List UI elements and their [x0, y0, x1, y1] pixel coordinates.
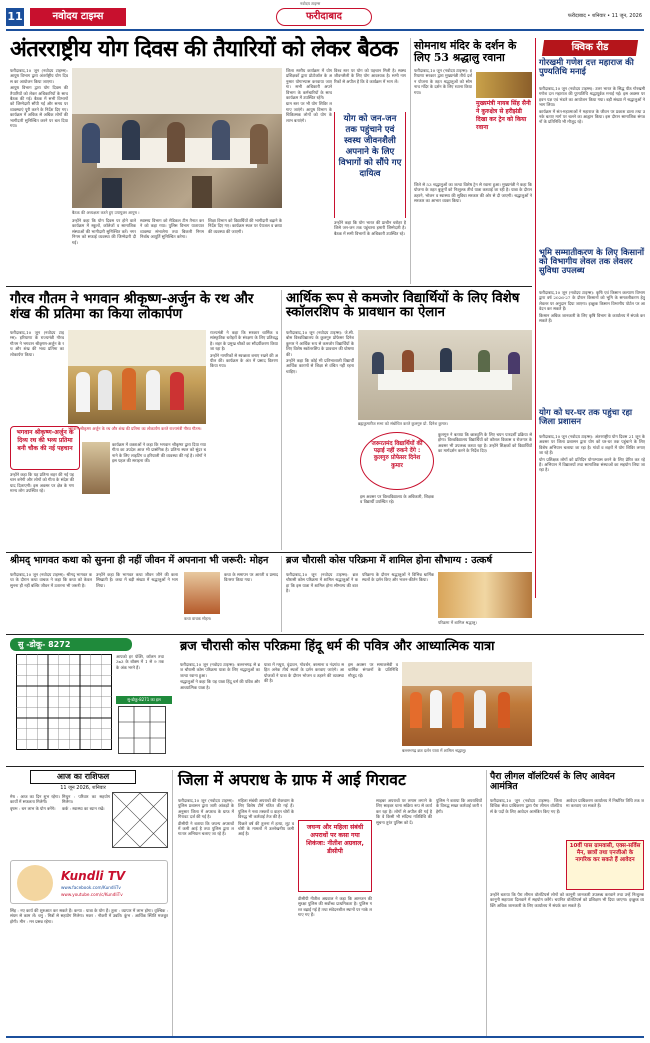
- gaurav-photo: [68, 330, 206, 424]
- sudoku-title-bar: [10, 638, 132, 651]
- lead-photo: [72, 68, 282, 208]
- gaurav-callout-text: भगवान श्रीकृष्ण-अर्जुन के दिव्य रथ की भव्य प्रतिमा बनी चौक की नई पहचान: [16, 429, 74, 452]
- braj2-photo: [402, 662, 532, 746]
- gaurav-body-d: राज्यमंत्री ने कहा कि सरकार धार्मिक व सांस्कृतिक धरोहरों के संरक्षण के लिए प्रतिबद्ध है। शहर के प्रमुख चौकों का सौंदर्यीकरण किया जा रहा है। उन्होंने नागरिकों से स्वच्छता बनाए रखने की अपील की। कार्यक्रम के अंत में प्रसाद वितरण किया गया।: [210, 330, 278, 369]
- braj1-body-a: फरीदाबाद,10 जून (नवोदय टाइम्स): ब्रज चौरासी कोस परिक्रमा में शामिल श्रद्धालुओं ने कहा कि इस यात्रा में शामिल होना सौभाग्य की बात है।: [286, 572, 358, 594]
- gaurav-body-c: कार्यक्रम में वक्ताओं ने कहा कि भगवान श्रीकृष्ण द्वारा दिया गया गीता का उपदेश आज भी प्रासंगिक है। प्रतिमा स्थल को सुंदर बनाने के लिए लाइटिंग व हरियाली की व्यवस्था की गई है। लोगों ने इस पहल की सराहना की।: [112, 442, 206, 464]
- scholarship-photo: [358, 330, 532, 420]
- rashifal-signs-col1: मेष : आज का दिन शुभ रहेगा। कार्यों में सफलता मिलेगी। वृषभ : धन लाभ के योग बनेंगे।: [10, 794, 60, 811]
- somnath-headline: सोमनाथ मंदिर के दर्शन के लिए 53 श्रद्धालु रवाना: [414, 39, 517, 64]
- rashifal-kundli-chart: [112, 792, 168, 848]
- scholarship-body-a: फरीदाबाद,10 जून (नवोदय टाइम्स): जे.सी. बोस विश्वविद्यालय के कुलगुरु प्रोफेसर दिनेश कुमार ने आर्थिक रूप से कमजोर विद्यार्थियों के लिए विशेष स्कॉलरशिप के प्रावधान की घोषणा की। उन्होंने कहा कि कोई भी प्रतिभाशाली विद्यार्थी आर्थिक कारणों से शिक्षा से वंचित नहीं रहना चाहिए।: [286, 330, 354, 374]
- quick-read-item1-head: गोरखमी गणेश दत्त महाराज की पुण्यतिथि मनाई: [539, 57, 634, 77]
- bhagwat-body-b: उन्होंने कहा कि भागवत कथा जीवन जीने की कला सिखाती है। कथा में बड़ी संख्या में श्रद्धालुओं ने भाग लिया।: [96, 572, 178, 588]
- pass-body-b: आवेदन प्राधिकरण कार्यालय में निर्धारित तिथि तक जमा करवाए जा सकते हैं।: [566, 798, 644, 809]
- section-name: फरीदाबाद: [276, 8, 372, 26]
- scholarship-body-c: इस अवसर पर विश्वविद्यालय के अधिकारी, शिक्षक व विद्यार्थी उपस्थित रहे।: [360, 494, 434, 505]
- paper-name: नवोदय टाइम्स: [30, 8, 126, 26]
- bhagwat-headline: श्रीमद् भागवत कथा को सुनना ही नहीं जीवन में अपनाना भी जरूरी: मोहन: [10, 555, 269, 566]
- lead-body-col6: विश्व स्तर पर योग को पहचान मिली है। स्वस्थ जीवनशैली के लिए योग आवश्यक है। सभी नागरिकों से अपील है कि वे कार्यक्रम में भाग लें।: [334, 68, 406, 84]
- bhagwat-photo-caption: कथा वाचक मोहन।: [184, 616, 212, 621]
- gaurav-small-photo: [82, 442, 110, 494]
- somnath-mini-photo: [476, 72, 532, 98]
- somnath-subhead: [476, 100, 532, 162]
- quick-read-item1-body: फरीदाबाद,10 जून (नवोदय टाइम्स): उत्तर भारत के सिद्ध पीठ गोरखमी गणेश दत्त महाराज की पुण्यतिथि श्रद्धापूर्वक मनाई गई। इस अवसर पर हवन यज्ञ एवं भंडारे का आयोजन किया गया। बड़ी संख्या में श्रद्धालुओं ने भाग लिया। कार्यक्रम में संत-महात्माओं ने महाराज के जीवन पर प्रकाश डाला तथा उनके बताए मार्ग पर चलने का आह्वान किया। इस दौरान सामाजिक संगठनों के प्रतिनिधि भी मौजूद रहे।: [539, 86, 645, 125]
- quick-read-item2-head: भूमि सम्मातीकरण के लिए किसानों को विभागीय लेवल तक लेवलर सुविधा उपलब्ध: [539, 247, 645, 276]
- crime-body-c: डीसीपी नीतीश अग्रवाल ने कहा कि आमजन की सुरक्षा पुलिस की सर्वोच्च प्राथमिकता है। पुलिस गश्त बढ़ाई गई है तथा संवेदनशील स्थानों पर नाके लगाए गए हैं।: [298, 896, 372, 918]
- somnath-body-b: जिले से 53 श्रद्धालुओं का जत्था विशेष ट्रेन से रवाना हुआ। मुख्यमंत्री ने कहा कि योजना के तहत बुजुर्गों को निःशुल्क तीर्थ यात्रा करवाई जा रही है। यात्रा के दौरान ठहरने, भोजन व स्वास्थ्य की सुविधा सरकार की ओर से दी जाएगी। श्रद्धालुओं ने सरकार का आभार व्यक्त किया।: [414, 182, 532, 204]
- kundli-fb[interactable]: www.facebook.com/KundliTv: [61, 885, 121, 890]
- lead-body-col5: जिला स्तरीय कार्यक्रम में योग प्रशिक्षकों द्वारा प्रोटोकॉल के अनुसार योगाभ्यास करवाया जाएगा। सभी अधिकारी अपने विभाग के कर्मचारियों के साथ कार्यक्रम में उपस्थित रहेंगे। ग्राम स्तर पर भी योग शिविर लगाए जाएंगे। आयुष विभाग के चिकित्सक लोगों को योग के लाभ बताएंगे।: [286, 68, 332, 123]
- braj2-body-c: इस अवसर पर समाजसेवी व धार्मिक संगठनों के प्रतिनिधि मौजूद रहे।: [348, 662, 398, 678]
- quick-read-item3-body: फरीदाबाद,10 जून (नवोदय टाइम्स): अंतरराष्ट्रीय योग दिवस 21 जून के अवसर पर जिला प्रशासन द्वारा योग को घर-घर तक पहुंचाने के लिए विशेष अभियान चलाया जा रहा है। गांवों व शहरों में योग शिविर लगाए जा रहे हैं। योग प्रशिक्षक लोगों को प्रतिदिन योगाभ्यास करने के लिए प्रेरित कर रहे हैं। अभियान में विद्यालयों तथा सामाजिक संस्थाओं का सहयोग लिया जा रहा है।: [539, 434, 645, 473]
- scholarship-body-b: कुलगुरु ने बताया कि छात्रवृत्ति के लिए चयन पारदर्शी प्रक्रिया से होगा। विश्वविद्यालय विद्यार्थियों को कौशल विकास व रोजगार के अवसर भी उपलब्ध करवा रहा है। उन्होंने शिक्षकों को विद्यार्थियों का मार्गदर्शन करने के निर्देश दिए।: [438, 432, 532, 454]
- gaurav-photo-caption: भगवान श्रीकृष्ण अर्जुन के रथ और शंख की प्रतिमा का लोकार्पण करते राज्यमंत्री गौरव गौतम।: [68, 426, 202, 431]
- sudoku-solution-grid: [118, 706, 166, 754]
- crime-headline: जिला में अपराध के ग्राफ में आई गिरावट: [178, 770, 406, 789]
- braj1-body-b: परिक्रमा के दौरान श्रद्धालुओं ने विभिन्न धार्मिक स्थलों के दर्शन किए और भजन-कीर्तन किया।: [362, 572, 434, 583]
- braj2-body-b: यात्रा में मथुरा, वृंदावन, गोवर्धन, बरसाना व नंदगांव सहित अनेक तीर्थ स्थलों के दर्शन करवाए जाएंगे। आयोजकों ने यात्रा के दौरान भोजन व ठहरने की व्यवस्था की है।: [264, 662, 344, 684]
- sudoku-title: सु -डोकू- 8272: [18, 640, 71, 649]
- gaurav-callout: [10, 426, 80, 470]
- pass-headline: पैरा लीगल वॉलंटियर्स के लिए आवेदन आमंत्रित: [490, 771, 615, 792]
- rashifal-title: आज का राशिफल: [30, 770, 136, 784]
- kundli-yt[interactable]: www.youtube.com/c/KundliTv: [61, 892, 123, 897]
- bhagwat-photo: [184, 572, 220, 614]
- lead-headline: अंतरराष्ट्रीय योग दिवस की तैयारियों को लेकर बैठक: [10, 36, 398, 62]
- braj1-photo: [438, 572, 532, 618]
- lead-body-col7: उन्होंने कहा कि योग भारत की प्राचीन धरोहर है जिसे जन-जन तक पहुंचाना हमारी जिम्मेदारी है। बैठक में सभी विभागों के अधिकारी उपस्थित रहे।: [334, 220, 406, 236]
- scholarship-pullquote-text: जरूरतमंद विद्यार्थियों की पढ़ाई नहीं रुकने देंगे : कुलगुरु प्रोफेसर दिनेश कुमार: [371, 441, 423, 469]
- quick-read-header: [542, 40, 638, 56]
- date-line: फरीदाबाद • शनिवार • 11 जून, 2026: [567, 13, 642, 19]
- lead-body-col2: उन्होंने कहा कि योग दिवस पर होने वाले कार्यक्रम में स्कूलों, कॉलेजों व सामाजिक संस्थाओं की भागीदारी सुनिश्चित करें। नगर निगम को सफाई व्यवस्था की जिम्मेदारी दी गई।: [72, 218, 136, 245]
- top-small-label: नवोदय टाइम्स: [300, 1, 321, 6]
- pass-body-a: फरीदाबाद,10 जून (नवोदय टाइम्स): जिला विधिक सेवा प्राधिकरण द्वारा पैरा लीगल वॉलंटियर्स के पदों के लिए आवेदन आमंत्रित किए गए हैं।: [490, 798, 562, 814]
- crime-body-e: पुलिस ने बताया कि अपराधियों के विरुद्ध सख्त कार्रवाई जारी रहेगी।: [436, 798, 482, 814]
- gaurav-body-a: फरीदाबाद,10 जून (नवोदय टाइम्स): हरियाणा के राज्यमंत्री गौरव गौतम ने भगवान श्रीकृष्ण-अर्जुन के रथ और शंख की भव्य प्रतिमा का लोकार्पण किया।: [10, 330, 64, 357]
- scholarship-headline: आर्थिक रूप से कमजोर विद्यार्थियों के लिए विशेष स्कॉलरशिप के प्रावधान का ऐलान: [286, 291, 520, 321]
- pass-highlight-box: [566, 840, 644, 890]
- scholarship-pullquote: [360, 432, 434, 490]
- pass-body-c: उन्होंने बताया कि पैरा लीगल वॉलंटियर्स लोगों को कानूनी जानकारी उपलब्ध करवाने तथा उन्हें निःशुल्क कानूनी सहायता दिलवाने में सहयोग करेंगे। चयनित वॉलंटियर्स को प्रशिक्षण भी दिया जाएगा। इच्छुक व्यक्ति अधिक जानकारी के लिए कार्यालय में संपर्क कर सकते हैं।: [490, 892, 644, 908]
- page-number: 11: [6, 8, 24, 26]
- lead-body-col3: स्वास्थ्य विभाग को मेडिकल टीम तैनात करने को कहा गया। पुलिस विभाग यातायात व्यवस्था संभालेगा तथा बिजली निगम निर्बाध आपूर्ति सुनिश्चित करेगा।: [140, 218, 204, 240]
- sudoku-grid[interactable]: [16, 654, 112, 750]
- rashifal-signs-rest: सिंह : नए कार्य की शुरुआत कर सकते हैं। कन्या : यात्रा के योग हैं। तुला : व्यापार में लाभ होगा। वृश्चिक : संयम से काम लें। धनु : मित्रों से सहयोग मिलेगा। मकर : नौकरी में उन्नति। कुंभ : आर्थिक स्थिति मजबूत होगी। मीन : मन प्रसन्न रहेगा।: [10, 908, 168, 924]
- pass-highlight-text: 10वीं पास ग्रामवासी, एक्स-सर्विस मैन, छात्रों तथा एनजीओ के नागरिक कर सकते हैं आवेदन: [569, 843, 641, 863]
- gaurav-body-b: उन्होंने कहा कि यह प्रतिमा शहर की नई पहचान बनेगी और लोगों को गीता के संदेश की याद दिलाएगी। इस अवसर पर क्षेत्र के गणमान्य लोग उपस्थित रहे।: [10, 472, 74, 494]
- rashifal-subtitle: 11 जून 2026, शनिवार: [60, 785, 106, 791]
- lead-pullquote: [334, 112, 406, 218]
- braj2-headline: ब्रज चौरासी कोस परिक्रमा हिंदू धर्म की पवित्र और आध्यात्मिक यात्रा: [180, 639, 495, 654]
- scholarship-photo-caption: ब्रह्मकुमारीज सभा को संबोधित करते कुलगुरु प्रो. दिनेश कुमार।: [358, 421, 449, 426]
- bhagwat-body-a: फरीदाबाद,10 जून (नवोदय टाइम्स): श्रीमद् भागवत कथा के दौरान कथा वाचक ने कहा कि कथा को केवल सुनना ही नहीं बल्कि जीवन में उतारना भी जरूरी है।: [10, 572, 92, 588]
- quick-read-title: क्विक रीड: [571, 42, 609, 53]
- lead-photo-caption: बैठक की अध्यक्षता करते हुए उपायुक्त आयुष ।: [72, 210, 140, 215]
- somnath-subhead-text: मुख्यमंत्री नायब सिंह सैनी ने कुरुक्षेत्र से हरीझंडी दिखा कर ट्रेन को किया रवाना: [476, 100, 531, 131]
- bhagwat-body-c: कथा के समापन पर आरती व प्रसाद वितरण किया गया।: [224, 572, 278, 583]
- quick-read-item2-body: फरीदाबाद,10 जून (नवोदय टाइम्स): कृषि एवं किसान कल्याण विभाग द्वारा वर्ष 2026-27 के दौरान किसानों को भूमि के समतलीकरण हेतु लेवलर पर अनुदान दिया जाएगा। इच्छुक किसान विभागीय पोर्टल पर आवेदन कर सकते हैं। किसान अधिक जानकारी के लिए कृषि विभाग के कार्यालय में संपर्क कर सकते हैं।: [539, 290, 645, 324]
- sudoku-solution-label: सु-डोकू-8271 का हल: [116, 696, 172, 704]
- somnath-body-a: फरीदाबाद,10 जून (नवोदय टाइम्स): हरियाणा सरकार द्वारा मुख्यमंत्री तीर्थ दर्शन योजना के तहत श्रद्धालुओं को सोमनाथ मंदिर के दर्शन के लिए रवाना किया गया।: [414, 68, 472, 95]
- rashifal-signs-col2: मिथुन : परिवार का सहयोग मिलेगा। कर्क : स्वास्थ्य का ध्यान रखें।: [62, 794, 110, 811]
- crime-pullquote-text: जघन्य और महिला संबंधी अपराधों पर कसा गया शिकंजा: नीतीश अग्रवाल, डीसीपी: [306, 824, 364, 855]
- lead-dateline: फरीदाबाद,10 जून (नवोदय टाइम्स): आयुष विभाग द्वारा अंतर्राष्ट्रीय योग दिवस का आयोजन किया जाएगा।: [10, 68, 68, 84]
- quick-read-item3-head: योग को घर-घर तक पहुंचा रहा जिला प्रशासन: [539, 407, 633, 427]
- braj2-photo-caption: बल्लभगढ़ ब्रज दर्शन यात्रा में शामिल श्रद्धालु।: [402, 748, 467, 753]
- gaurav-headline: गौरव गौतम ने भगवान श्रीकृष्ण-अर्जुन के रथ और शंख की प्रतिमा का किया लोकार्पण: [10, 291, 254, 322]
- lead-body-col1: फरीदाबाद,10 जून (नवोदय टाइम्स): आयुष विभाग द्वारा अंतर्राष्ट्रीय योग दिवस का आयोजन किया जाएगा। आयुष विभाग द्वारा योग दिवस की तैयारियों को लेकर अधिकारियों के साथ बैठक की गई। बैठक में सभी विभागों को जिम्मेदारी सौंपी गई और समय पर व्यवस्थाएं पूरी करने के निर्देश दिए गए। कार्यक्रम में अधिक से अधिक लोगों की भागीदारी सुनिश्चित करने पर बल दिया गया।: [10, 68, 68, 129]
- braj1-photo-caption: परिक्रमा में शामिल श्रद्धालु।: [438, 620, 477, 625]
- crime-body-b: महिला संबंधी अपराधों की रोकथाम के लिए विशेष टीमें गठित की गई हैं। पुलिस ने नशा तस्करों व वाहन चोरों के विरुद्ध भी कार्रवाई तेज की है। पिछले वर्ष की तुलना में हत्या, लूट व चोरी के मामलों में उल्लेखनीय कमी आई है।: [238, 798, 294, 837]
- kundli-ad-banner[interactable]: [10, 860, 168, 904]
- crime-body-a: फरीदाबाद,10 जून (नवोदय टाइम्स): पुलिस प्रशासन द्वारा जारी आंकड़ों के अनुसार जिला में अपराध के ग्राफ में गिरावट दर्ज की गई है। डीसीपी ने बताया कि जघन्य अपराधों में कमी आई है तथा पुलिस द्वारा लगातार अभियान चलाए जा रहे हैं।: [178, 798, 234, 837]
- lead-body-col4: शिक्षा विभाग को विद्यार्थियों की भागीदारी बढ़ाने के निर्देश दिए गए। कार्यक्रम स्थल पर पेयजल व छाया की व्यवस्था की जाएगी।: [208, 218, 282, 234]
- braj2-body-a: फरीदाबाद,10 जून (नवोदय टाइम्स): बल्लभगढ़ से ब्रज चौरासी कोस परिक्रमा यात्रा के लिए श्रद्धालुओं का जत्था रवाना हुआ। श्रद्धालुओं ने कहा कि यह यात्रा हिंदू धर्म की पवित्र और आध्यात्मिक यात्रा है।: [180, 662, 260, 690]
- lead-pullquote-text: योग को जन-जन तक पहुंचाने एवं स्वस्थ जीवनशैली अपनाने के लिए विभागों को सौंपे गए दायित्व: [338, 114, 402, 179]
- sudoku-rules: आपको हर पंक्ति, कॉलम तथा 3x3 के बॉक्स में 1 से 9 तक के अंक भरने हैं।: [116, 654, 164, 670]
- braj1-headline: ब्रज चौरासी कोस परिक्रमा में शामिल होना सौभाग्य : उत्कर्ष: [286, 555, 493, 566]
- crime-body-d: साइबर अपराधों पर लगाम लगाने के लिए साइबर थाना सक्रिय रूप से कार्य कर रहा है। लोगों से अपील की गई है कि वे किसी भी संदिग्ध गतिविधि की सूचना तुरंत पुलिस को दें।: [376, 798, 432, 825]
- kundli-logo: Kundli TV: [61, 869, 126, 883]
- crime-pullquote: [298, 820, 372, 892]
- masthead: [0, 0, 650, 34]
